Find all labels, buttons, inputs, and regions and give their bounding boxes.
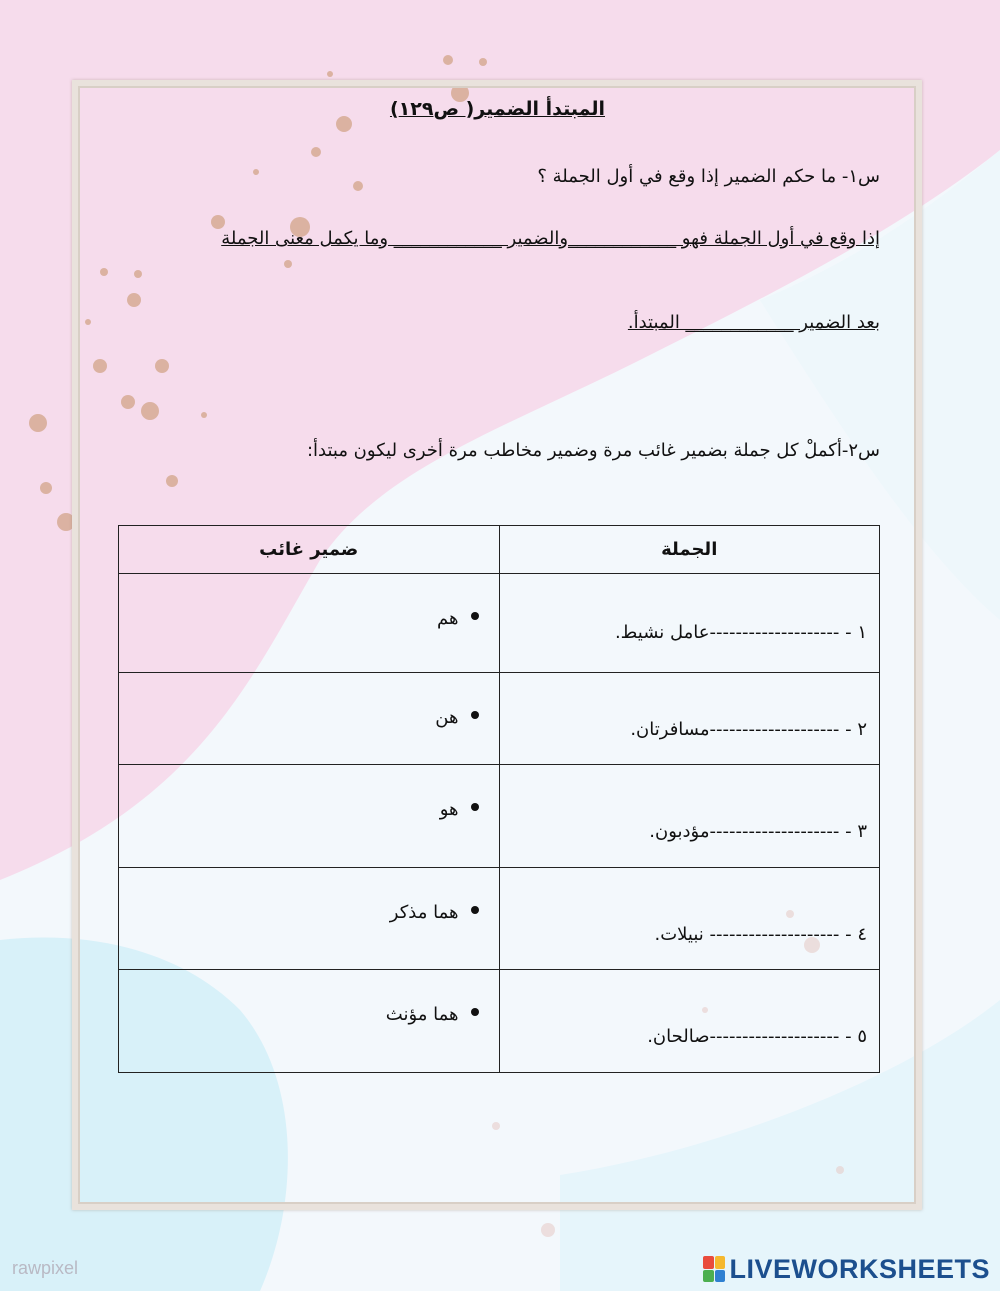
bullet-icon xyxy=(471,711,479,719)
answer-1-line-1: إذا وقع في أول الجملة فهو ____________والضمير ____________ وما يكمل معنى الجملة xyxy=(221,228,880,249)
table-row xyxy=(119,574,880,673)
sentence-cell xyxy=(499,673,880,765)
bullet-icon xyxy=(471,906,479,914)
sentence-text: ٣ - --------------------مؤدبون. xyxy=(649,821,867,842)
bullet-icon xyxy=(471,803,479,811)
pronoun-cell xyxy=(119,673,500,765)
sentence-cell xyxy=(499,868,880,970)
pronoun-cell xyxy=(119,970,500,1073)
sentence-cell xyxy=(499,574,880,673)
worksheet-title: المبتدأ الضمير( ص١٢٩) xyxy=(389,98,605,120)
sentence-text: ٤ - -------------------- نبيلات. xyxy=(654,924,867,945)
liveworksheets-logo[interactable] xyxy=(703,1253,990,1285)
pronoun-text: هن xyxy=(435,707,459,728)
sentence-cell xyxy=(499,765,880,868)
table-row xyxy=(119,970,880,1073)
pronoun-cell xyxy=(119,574,500,673)
pronoun-cell xyxy=(119,868,500,970)
liveworksheets-icon xyxy=(703,1256,725,1282)
exercise-table xyxy=(118,525,880,1073)
header-sentence: الجملة xyxy=(499,526,880,574)
pronoun-text: هم xyxy=(437,608,459,629)
pronoun-text: هما مذكر xyxy=(389,902,459,923)
brand-text: LIVEWORKSHEETS xyxy=(729,1253,990,1284)
table-row xyxy=(119,673,880,765)
question-1: س١- ما حكم الضمير إذا وقع في أول الجملة ؟ xyxy=(537,166,880,187)
sentence-text: ٢ - --------------------مسافرتان. xyxy=(630,719,867,740)
header-pronoun: ضمير غائب xyxy=(119,526,500,574)
bullet-icon xyxy=(471,612,479,620)
table-row xyxy=(119,765,880,868)
sentence-text: ٥ - --------------------صالحان. xyxy=(647,1026,867,1047)
pronoun-text: هما مؤنث xyxy=(385,1004,459,1025)
table-header-row xyxy=(119,526,880,574)
pronoun-text: هو xyxy=(439,799,459,820)
answer-1-line-2: بعد الضمير ____________ المبتدأ. xyxy=(627,312,880,333)
sentence-cell xyxy=(499,970,880,1073)
table-row xyxy=(119,868,880,970)
watermark: rawpixel xyxy=(12,1258,79,1278)
question-2: س٢-أكملْ كل جملة بضمير غائب مرة وضمير مخاطب مرة أخرى ليكون مبتدأ: xyxy=(306,440,880,461)
sentence-text: ١ - --------------------عامل نشيط. xyxy=(614,622,867,643)
bullet-icon xyxy=(471,1008,479,1016)
pronoun-cell xyxy=(119,765,500,868)
